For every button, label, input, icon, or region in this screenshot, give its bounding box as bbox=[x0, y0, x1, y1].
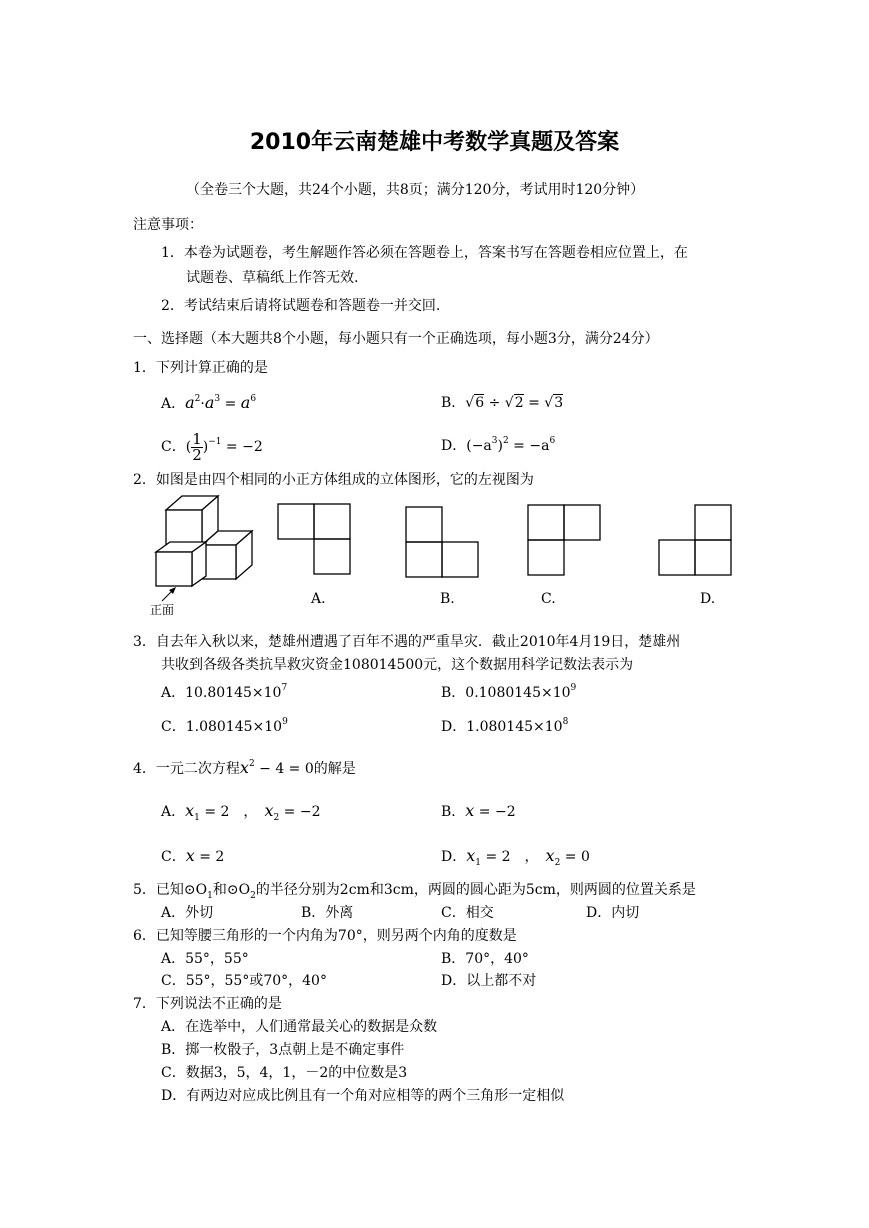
q6-stem: 6．已知等腰三角形的一个内角为70°，则另两个内角的度数是 bbox=[133, 928, 517, 944]
exam-subtitle: （全卷三个大题，共24个小题，共8页；满分120分，考试用时120分钟） bbox=[186, 182, 645, 198]
q3-stem-line2: 共收到各级各类抗旱救灾资金108014500元，这个数据用科学记数法表示为 bbox=[161, 657, 634, 673]
q4-option-d: D．$x_1 = 2$ ， $x_2 = 0$ bbox=[441, 846, 590, 868]
q2-option-b-label: B. bbox=[440, 591, 455, 607]
q1-option-b: B．√6 ÷ √2 = √3 bbox=[441, 395, 564, 411]
q7-option-a: A．在选举中，人们通常最关心的数据是众数 bbox=[161, 1019, 438, 1035]
q1-option-a: A．$a^2\cdot a^3 = a^6$ bbox=[161, 393, 257, 412]
q4-option-a: A．$x_1 = 2$ ， $x_2 = -2$ bbox=[161, 801, 321, 823]
q4-option-b: B．x = −2 bbox=[441, 801, 516, 820]
q2-option-a-label: A. bbox=[311, 591, 326, 607]
q3-stem-line1: 3．自去年入秋以来，楚雄州遭遇了百年不遇的严重旱灾．截止2010年4月19日，楚雄州 bbox=[133, 634, 681, 650]
q2-option-c-label: C. bbox=[541, 591, 556, 607]
notice-item-2: 2．考试结束后请将试题卷和答题卷一并交回. bbox=[161, 298, 441, 314]
q5-stem: 5．已知$⊙O_1$和$⊙O_2$的半径分别为2cm和3cm，两圆的圆心距为5cm，则两圆的位置关系是 bbox=[133, 882, 696, 901]
q6-option-c: C．55°，55°或70°，40° bbox=[161, 973, 327, 989]
notice-item-1-cont: 试题卷、草稿纸上作答无效. bbox=[186, 270, 359, 286]
page-title: 2010年云南楚雄中考数学真题及答案 bbox=[249, 130, 620, 155]
section-1-heading: 一、选择题（本大题共8个小题，每小题只有一个正确选项，每小题3分，满分24分） bbox=[133, 331, 659, 347]
q7-option-c: C．数据3，5，4，1，－2的中位数是3 bbox=[161, 1065, 408, 1081]
q7-option-b: B．掷一枚骰子，3点朝上是不确定事件 bbox=[161, 1042, 405, 1058]
option-a-figure bbox=[277, 503, 353, 575]
q5-option-a: A．外切 bbox=[161, 905, 214, 921]
q3-option-d: D．$1.080145\times 10^8$ bbox=[441, 717, 569, 735]
q7-stem: 7．下列说法不正确的是 bbox=[133, 996, 282, 1012]
q5-option-d: D．内切 bbox=[586, 905, 640, 921]
front-label: 正面 bbox=[150, 603, 175, 617]
q7-option-d: D．有两边对应成比例且有一个角对应相等的两个三角形一定相似 bbox=[161, 1088, 565, 1104]
q3-option-b: B．$0.1080145\times 10^9$ bbox=[441, 683, 577, 701]
q6-option-d: D．以上都不对 bbox=[441, 973, 537, 989]
q6-option-b: B．70°，40° bbox=[441, 951, 529, 967]
option-d-figure bbox=[658, 504, 734, 576]
q3-option-c: C．$1.080145\times 10^9$ bbox=[161, 717, 288, 735]
option-c-figure bbox=[527, 504, 603, 576]
q5-option-b: B．外离 bbox=[301, 905, 354, 921]
notice-item-1: 1．本卷为试题卷，考生解题作答必须在答题卷上，答案书写在答题卷相应位置上，在 bbox=[161, 245, 688, 261]
q4-stem: 4．一元二次方程$x^2 - 4 = 0$的解是 bbox=[133, 758, 356, 777]
q6-option-a: A．55°，55° bbox=[161, 951, 249, 967]
q5-option-c: C．相交 bbox=[441, 905, 494, 921]
option-b-figure bbox=[405, 506, 481, 578]
q2-option-d-label: D. bbox=[700, 591, 716, 607]
q2-stem: 2．如图是由四个相同的小正方体组成的立体图形，它的左视图为 bbox=[133, 472, 534, 488]
notice-heading: 注意事项： bbox=[133, 217, 203, 233]
q3-option-a: A．$10.80145\times 10^7$ bbox=[161, 683, 288, 701]
q1-option-c: C．( $\frac{1}{2}$ )$^{-1}$ = −2 bbox=[161, 429, 263, 464]
q1-stem: 1．下列计算正确的是 bbox=[133, 360, 268, 376]
q1-option-d: D．$(-a^3)^2 = -a^6$ bbox=[441, 436, 556, 454]
q4-option-c: C．x = 2 bbox=[161, 846, 225, 865]
